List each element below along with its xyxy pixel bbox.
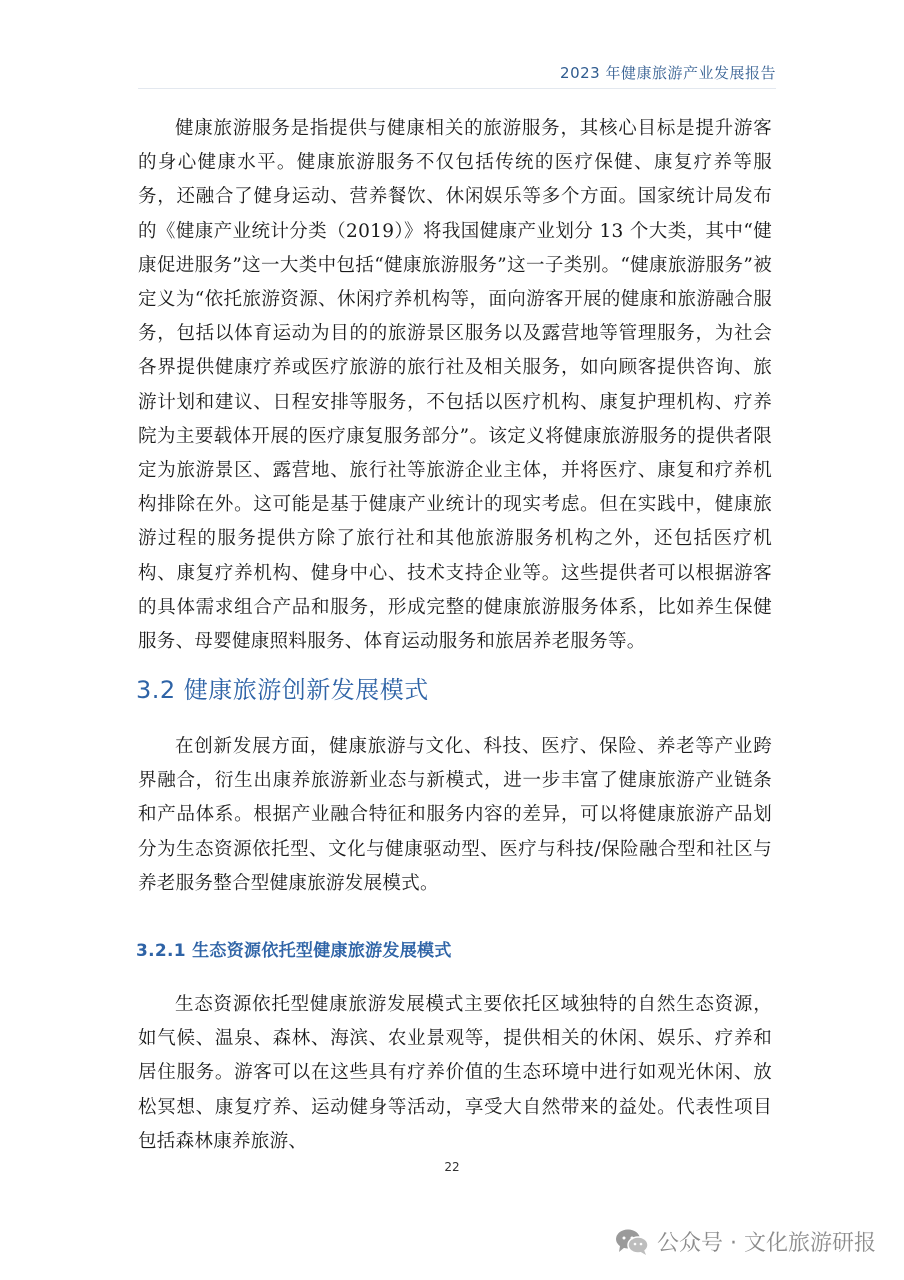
section-heading: 3.2 健康旅游创新发展模式 (136, 676, 429, 704)
subsection-heading: 3.2.1 生态资源依托型健康旅游发展模式 (136, 941, 452, 961)
watermark-text: 公众号 · 文化旅游研报 (657, 1231, 876, 1256)
body-paragraph: 健康旅游服务是指提供与健康相关的旅游服务，其核心目标是提升游客的身心健康水平。健康旅游服务不仅包括传统的医疗保健、康复疗养等服务，还融合了健身运动、营养餐饮、休闲娱乐等多个方面。国家统计局发布的《健康产业统计分类（2019）》将我国健康产业划分 13 个大类，其中“健康促进服务”这一大类中包括“健康旅游服务”这一子类别。“健康旅游服务”被定义为“依托旅游资源、休闲疗养机构等，面向游客开展的健康和旅游融合服务，包括以体育运动为目的的旅游景区服务以及露营地等管理服务，为社会各界提供健康疗养或医疗旅游的旅行社及相关服务，如向顾客提供咨询、旅游计划和建议、日程安排等服务，不包括以医疗机构、康复护理机构、疗养院为主要载体开展的医疗康复服务部分”。该定义将健康旅游服务的提供者限定为旅游景区、露营地、旅行社等旅游企业主体，并将医疗、康复和疗养机构排除在外。这可能是基于健康产业统计的现实考虑。但在实践中，健康旅游过程的服务提供方除了旅行社和其他旅游服务机构之外，还包括医疗机构、康复疗养机构、健身中心、技术支持企业等。这些提供者可以根据游客的具体需求组合产品和服务，形成完整的健康旅游服务体系，比如养生保健服务、母婴健康照料服务、体育运动服务和旅居养老服务等。 (138, 118, 772, 653)
watermark (615, 1226, 876, 1257)
page-number: 22 (444, 1160, 460, 1174)
header-divider (138, 88, 776, 89)
body-paragraph: 在创新发展方面，健康旅游与文化、科技、医疗、保险、养老等产业跨界融合，衍生出康养旅游新业态与新模式，进一步丰富了健康旅游产业链条和产品体系。根据产业融合特征和服务内容的差异，可以将健康旅游产品划分为生态资源依托型、文化与健康驱动型、医疗与科技/保险融合型和社区与养老服务整合型健康旅游发展模式。 (138, 736, 772, 894)
running-header: 2023 年健康旅游产业发展报告 (560, 64, 776, 82)
wechat-icon (615, 1228, 649, 1256)
body-paragraph: 生态资源依托型健康旅游发展模式主要依托区域独特的自然生态资源，如气候、温泉、森林、海滨、农业景观等，提供相关的休闲、娱乐、疗养和居住服务。游客可以在这些具有疗养价值的生态环境中进行如观光休闲、放松冥想、康复疗养、运动健身等活动，享受大自然带来的益处。代表性项目包括森林康养旅游、 (138, 994, 772, 1152)
